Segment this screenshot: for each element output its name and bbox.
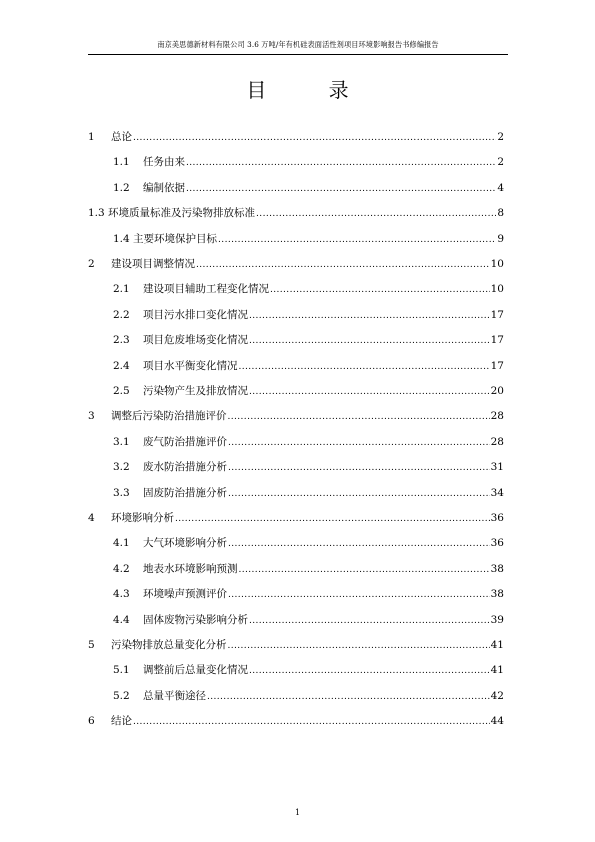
toc-entry-page: 17 xyxy=(490,334,504,347)
toc-entry-number: 3.2 xyxy=(113,461,130,474)
toc-entry[interactable] xyxy=(88,714,504,728)
toc-entry-label: 建设项目调整情况 xyxy=(111,258,195,270)
toc-entry-page: 9 xyxy=(497,232,504,245)
toc-entry-label: 调整前后总量变化情况 xyxy=(143,664,248,677)
dot-leader xyxy=(228,461,490,475)
toc-entry[interactable] xyxy=(88,511,504,525)
toc-entry-label: 地表水环境影响预测 xyxy=(143,562,238,575)
toc-entry-page: 36 xyxy=(490,537,504,550)
toc-entry-label: 结论 xyxy=(111,715,132,728)
toc-entry-label: 编制依据 xyxy=(143,181,185,194)
toc-entry[interactable] xyxy=(88,689,504,703)
dot-leader xyxy=(207,690,490,704)
toc-entry-label: 项目水平衡变化情况 xyxy=(143,359,238,372)
dot-leader xyxy=(228,487,490,501)
toc-entry-label: 1.4 主要环境保护目标 xyxy=(113,232,218,245)
dot-leader xyxy=(228,588,490,602)
toc-entry[interactable] xyxy=(88,536,504,550)
dot-leader xyxy=(239,563,490,577)
toc-entry[interactable] xyxy=(88,486,504,500)
toc-entry-number: 3 xyxy=(88,410,95,423)
toc-entry-number: 6 xyxy=(88,715,95,728)
toc-entry-number: 2 xyxy=(88,258,95,270)
dot-leader xyxy=(249,309,490,323)
dot-leader xyxy=(249,334,490,348)
toc-entry[interactable] xyxy=(88,232,504,246)
toc-entry[interactable] xyxy=(88,130,504,144)
toc-entry-page: 36 xyxy=(490,512,504,524)
toc-entry[interactable] xyxy=(88,663,504,677)
toc-entry-page: 31 xyxy=(490,461,504,474)
toc-entry[interactable] xyxy=(88,257,504,271)
toc-entry[interactable] xyxy=(88,155,504,169)
toc-entry[interactable] xyxy=(88,384,504,398)
dot-leader xyxy=(228,410,490,424)
toc-entry-number: 3.1 xyxy=(113,435,130,448)
toc-entry-label: 总量平衡途径 xyxy=(143,689,206,702)
toc-title: 目 录 xyxy=(246,78,377,102)
running-header: 南京美思德新材料有限公司 3.6 万吨/年有机硅表面活性剂项目环境影响报告书修编报告 xyxy=(157,40,439,49)
toc-entry-number: 1.2 xyxy=(113,181,130,194)
page-number: 1 xyxy=(294,808,301,817)
toc-entry[interactable] xyxy=(88,359,504,373)
dot-leader xyxy=(196,258,490,272)
toc-entry-number: 2.5 xyxy=(113,385,130,397)
toc-entry-number: 2.4 xyxy=(113,359,130,372)
toc-entry-label: 固废防治措施分析 xyxy=(143,486,227,499)
toc-entry-number: 2.3 xyxy=(113,334,130,347)
toc-entry-number: 4.4 xyxy=(113,613,130,626)
toc-entry-label: 项目污水排口变化情况 xyxy=(143,308,248,321)
dot-leader xyxy=(256,207,496,221)
dot-leader xyxy=(239,360,490,374)
header-rule xyxy=(88,54,508,55)
toc-entry-number: 5 xyxy=(88,639,95,651)
toc-entry-page: 39 xyxy=(490,613,504,626)
toc-entry-label: 污染物排放总量变化分析 xyxy=(111,639,227,651)
toc-entry-page: 38 xyxy=(490,562,504,575)
toc-entry[interactable] xyxy=(88,333,504,347)
toc-entry-page: 4 xyxy=(497,181,504,194)
dot-leader xyxy=(228,639,490,653)
toc-entry-page: 10 xyxy=(490,258,504,270)
toc-entry[interactable] xyxy=(88,282,504,296)
toc-entry-page: 44 xyxy=(490,715,504,728)
toc-entry-label: 废气防治措施评价 xyxy=(143,435,227,448)
toc-entry-label: 废水防治措施分析 xyxy=(143,461,227,474)
dot-leader xyxy=(218,233,496,247)
toc-entry-label: 1.3 环境质量标准及污染物排放标准 xyxy=(88,207,256,220)
toc-entry-label: 固体废物污染影响分析 xyxy=(143,613,248,626)
dot-leader xyxy=(133,715,490,729)
dot-leader xyxy=(249,664,490,678)
toc-entry-label: 环境噪声预测评价 xyxy=(143,588,227,601)
toc-entry-number: 5.1 xyxy=(113,664,130,677)
toc-entry-number: 4.2 xyxy=(113,562,130,575)
toc-entry[interactable] xyxy=(88,409,504,423)
toc-entry-page: 17 xyxy=(490,308,504,321)
toc-entry-number: 1.1 xyxy=(113,156,130,169)
dot-leader xyxy=(228,436,490,450)
toc-entry-number: 2.2 xyxy=(113,308,130,321)
dot-leader xyxy=(270,283,490,297)
toc-entry-page: 41 xyxy=(490,664,504,677)
toc-entry-page: 28 xyxy=(490,435,504,448)
dot-leader xyxy=(228,537,490,551)
toc-entry-number: 4.3 xyxy=(113,588,130,601)
toc-entry[interactable] xyxy=(88,638,504,652)
toc-entry-label: 调整后污染防治措施评价 xyxy=(111,410,227,423)
toc-entry-number: 2.1 xyxy=(113,283,130,296)
toc-entry-label: 任务由来 xyxy=(143,156,185,169)
toc-entry-page: 28 xyxy=(490,410,504,423)
toc-entry-page: 42 xyxy=(490,689,504,702)
toc-entry-label: 建设项目辅助工程变化情况 xyxy=(143,283,269,296)
toc-entry-page: 34 xyxy=(490,486,504,499)
toc-entry[interactable] xyxy=(88,181,504,195)
dot-leader xyxy=(186,182,496,196)
toc-entry-page: 2 xyxy=(497,156,504,169)
toc-entry-page: 17 xyxy=(490,359,504,372)
toc-entry-number: 5.2 xyxy=(113,689,130,702)
dot-leader xyxy=(249,614,490,628)
toc-entry-page: 10 xyxy=(490,283,504,296)
toc-entry-page: 38 xyxy=(490,588,504,601)
toc-entry-page: 20 xyxy=(490,385,504,397)
toc-entry[interactable] xyxy=(88,308,504,322)
toc-entry-number: 4 xyxy=(88,512,95,524)
toc-entry[interactable] xyxy=(88,587,504,601)
toc-entry[interactable] xyxy=(88,435,504,449)
toc-entry-number: 3.3 xyxy=(113,486,130,499)
dot-leader xyxy=(175,512,490,526)
toc-entry-number: 4.1 xyxy=(113,537,130,550)
dot-leader xyxy=(249,385,490,399)
toc-entry-label: 环境影响分析 xyxy=(111,512,174,524)
toc-entry[interactable] xyxy=(88,562,504,576)
toc-entry[interactable] xyxy=(88,460,504,474)
toc-entry[interactable] xyxy=(88,206,504,220)
toc-entry-page: 2 xyxy=(497,131,504,143)
toc-entry-page: 8 xyxy=(497,207,504,220)
dot-leader xyxy=(186,156,496,170)
toc-entry-page: 41 xyxy=(490,639,504,651)
toc-entry-label: 项目危废堆场变化情况 xyxy=(143,334,248,347)
dot-leader xyxy=(133,131,496,145)
toc-entry-number: 1 xyxy=(88,131,95,143)
toc-entry-label: 污染物产生及排放情况 xyxy=(143,385,248,397)
toc-entry[interactable] xyxy=(88,613,504,627)
toc-entry-label: 总论 xyxy=(111,131,132,143)
toc-entry-label: 大气环境影响分析 xyxy=(143,537,227,550)
